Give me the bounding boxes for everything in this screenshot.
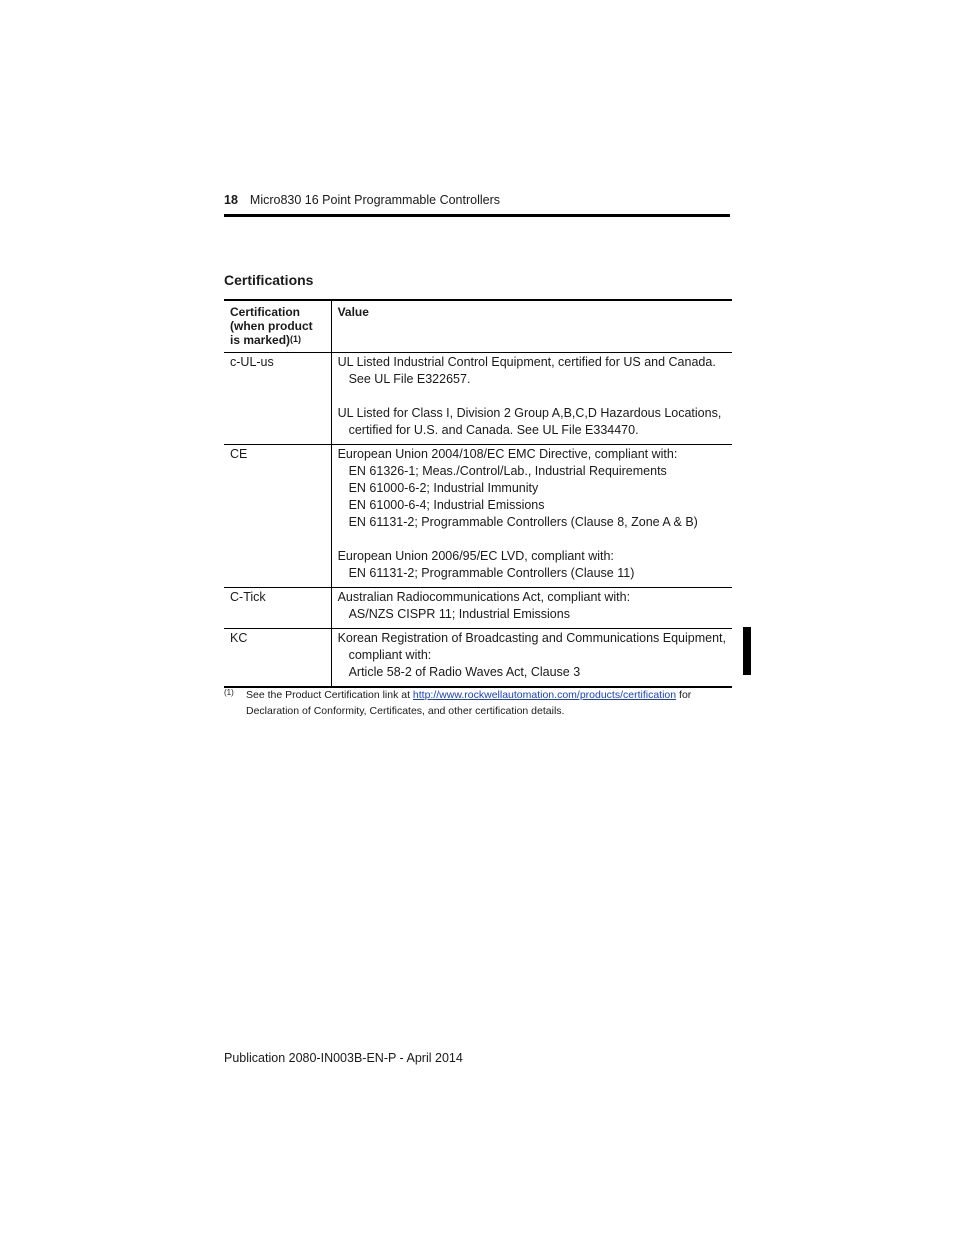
cert-name: KC: [224, 629, 331, 688]
cert-name: c-UL-us: [224, 353, 331, 445]
column-header-certification: Certification (when product is marked)$^{(1)}$: [224, 300, 331, 353]
header-rule: [224, 214, 730, 217]
table-row: [224, 588, 732, 629]
certifications-table: [224, 299, 732, 688]
footnote-reference: (1): [290, 334, 302, 344]
table-row: [224, 445, 732, 588]
footnote: (1) See the Product Certification link at http://www.rockwellautomation.com/products/certification for Declaration of Conformity, Certificates, and other certification details.: [224, 687, 734, 719]
table-row: [224, 353, 732, 445]
chapter-thumb-tab: [743, 627, 751, 675]
cert-value: UL Listed Industrial Control Equipment, certified for US and Canada. See UL File E322657. UL Listed for Class I, Division 2 Group A,B,C,D Hazardous Locations, certified for U.S. and Canada. See UL File E334470.: [337, 355, 722, 437]
cert-value: Korean Registration of Broadcasting and Communications Equipment, compliant with: Article 58-2 of Radio Waves Act, Clause 3: [337, 631, 726, 679]
page-number: 18: [224, 193, 238, 207]
cert-value: European Union 2004/108/EC EMC Directive, compliant with: EN 61326-1; Meas./Control/Lab., Industrial Requirements EN 61000-6-2; Industrial Immunity EN 61000-6-4; Industrial Emissions EN 61131-2; Programmable Controllers (Clause 8, Zone A & B) European Union 2006/95/EC LVD, compliant with: EN 61131-2; Programmable Controllers (Clause 11): [337, 447, 698, 580]
document-title: Micro830 16 Point Programmable Controllers: [249, 193, 501, 207]
cert-value: Australian Radiocommunications Act, compliant with: AS/NZS CISPR 11; Industrial Emissions: [337, 590, 631, 621]
table-row: [224, 629, 732, 688]
section-title: Certifications: [224, 272, 314, 288]
publication-footer: Publication 2080-IN003B-EN-P - April 2014: [224, 1051, 463, 1065]
footnote-mark: (1): [224, 688, 234, 697]
certification-link[interactable]: http://www.rockwellautomation.com/products/certification: [412, 689, 677, 701]
cert-name: CE: [224, 445, 331, 588]
table-header-row: [224, 300, 732, 353]
column-header-value: Value: [337, 305, 369, 319]
running-header: [224, 192, 730, 208]
cert-name: C-Tick: [224, 588, 331, 629]
